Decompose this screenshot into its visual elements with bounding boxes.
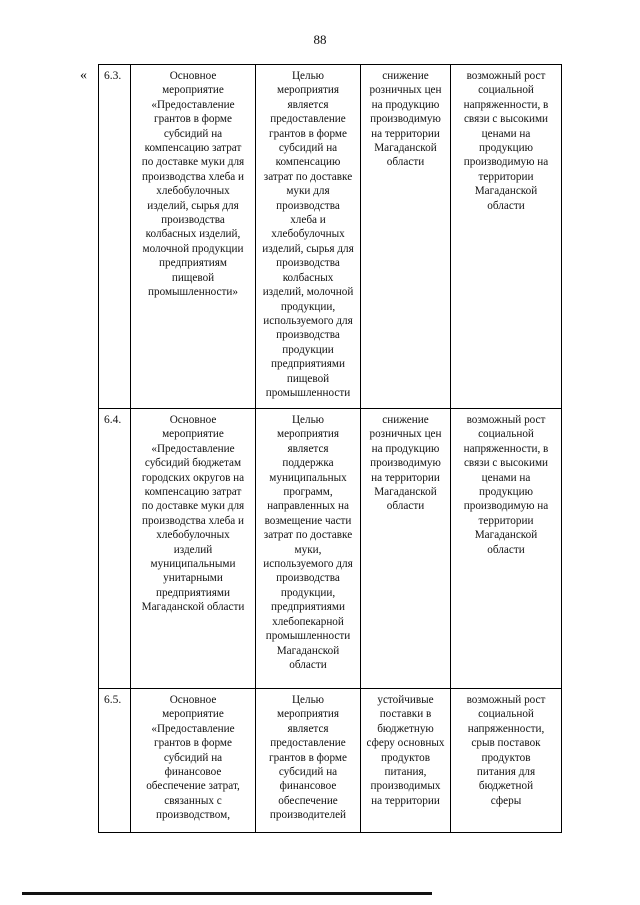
event-cell: Основное мероприятие «Предоставление грантов в форме субсидий на финансовое обеспечение затрат, связанных с производством, xyxy=(131,689,256,833)
row-number: 6.4. xyxy=(99,409,131,689)
result-cell: снижение розничных цен на продукцию производимую на территории Магаданской области xyxy=(361,65,451,409)
bottom-scan-line xyxy=(22,892,432,895)
goal-cell: Целью мероприятия является поддержка муниципальных программ, направленных на возмещение части затрат по доставке муки, используемого для производства продукции, предприятиями хлебопекарной промышленности Магаданской области xyxy=(256,409,361,689)
goal-cell: Целью мероприятия является предоставление грантов в форме субсидий на компенсацию затрат по доставке муки для производства хлеба и хлебобулочных изделий, сырья для производства колбасных изделий, молочной продукции, используемого для производства продукции предприятиями пищевой промышленности xyxy=(256,65,361,409)
result-cell: устойчивые поставки в бюджетную сферу основных продуктов питания, производимых на территории xyxy=(361,689,451,833)
goal-cell: Целью мероприятия является предоставление грантов в форме субсидий на финансовое обеспечение производителей xyxy=(256,689,361,833)
risk-cell: возможный рост социальной напряженности, в связи с высокими ценами на продукцию производимую на территории Магаданской области xyxy=(451,65,562,409)
event-cell: Основное мероприятие «Предоставление грантов в форме субсидий на компенсацию затрат по доставке муки для производства хлеба и хлебобулочных изделий, сырья для производства колбасных изделий, молочной продукции предприятиям пищевой промышленности» xyxy=(131,65,256,409)
result-cell: снижение розничных цен на продукцию производимую на территории Магаданской области xyxy=(361,409,451,689)
risk-cell: возможный рост социальной напряженности, в связи с высокими ценами на продукцию производимую на территории Магаданской области xyxy=(451,409,562,689)
row-number: 6.5. xyxy=(99,689,131,833)
measures-table xyxy=(98,64,562,833)
event-cell: Основное мероприятие «Предоставление субсидий бюджетам городских округов на компенсацию затрат по доставке муки для производства хлеба и хлебобулочных изделий муниципальными унитарными предприятиями Магаданской области xyxy=(131,409,256,689)
table-row xyxy=(99,689,562,833)
row-number: 6.3. xyxy=(99,65,131,409)
page-number: 88 xyxy=(313,32,327,47)
table-row xyxy=(99,409,562,689)
opening-quote-mark: « xyxy=(80,68,87,83)
risk-cell: возможный рост социальной напряженности, срыв поставок продуктов питания для бюджетной сферы xyxy=(451,689,562,833)
table-row xyxy=(99,65,562,409)
